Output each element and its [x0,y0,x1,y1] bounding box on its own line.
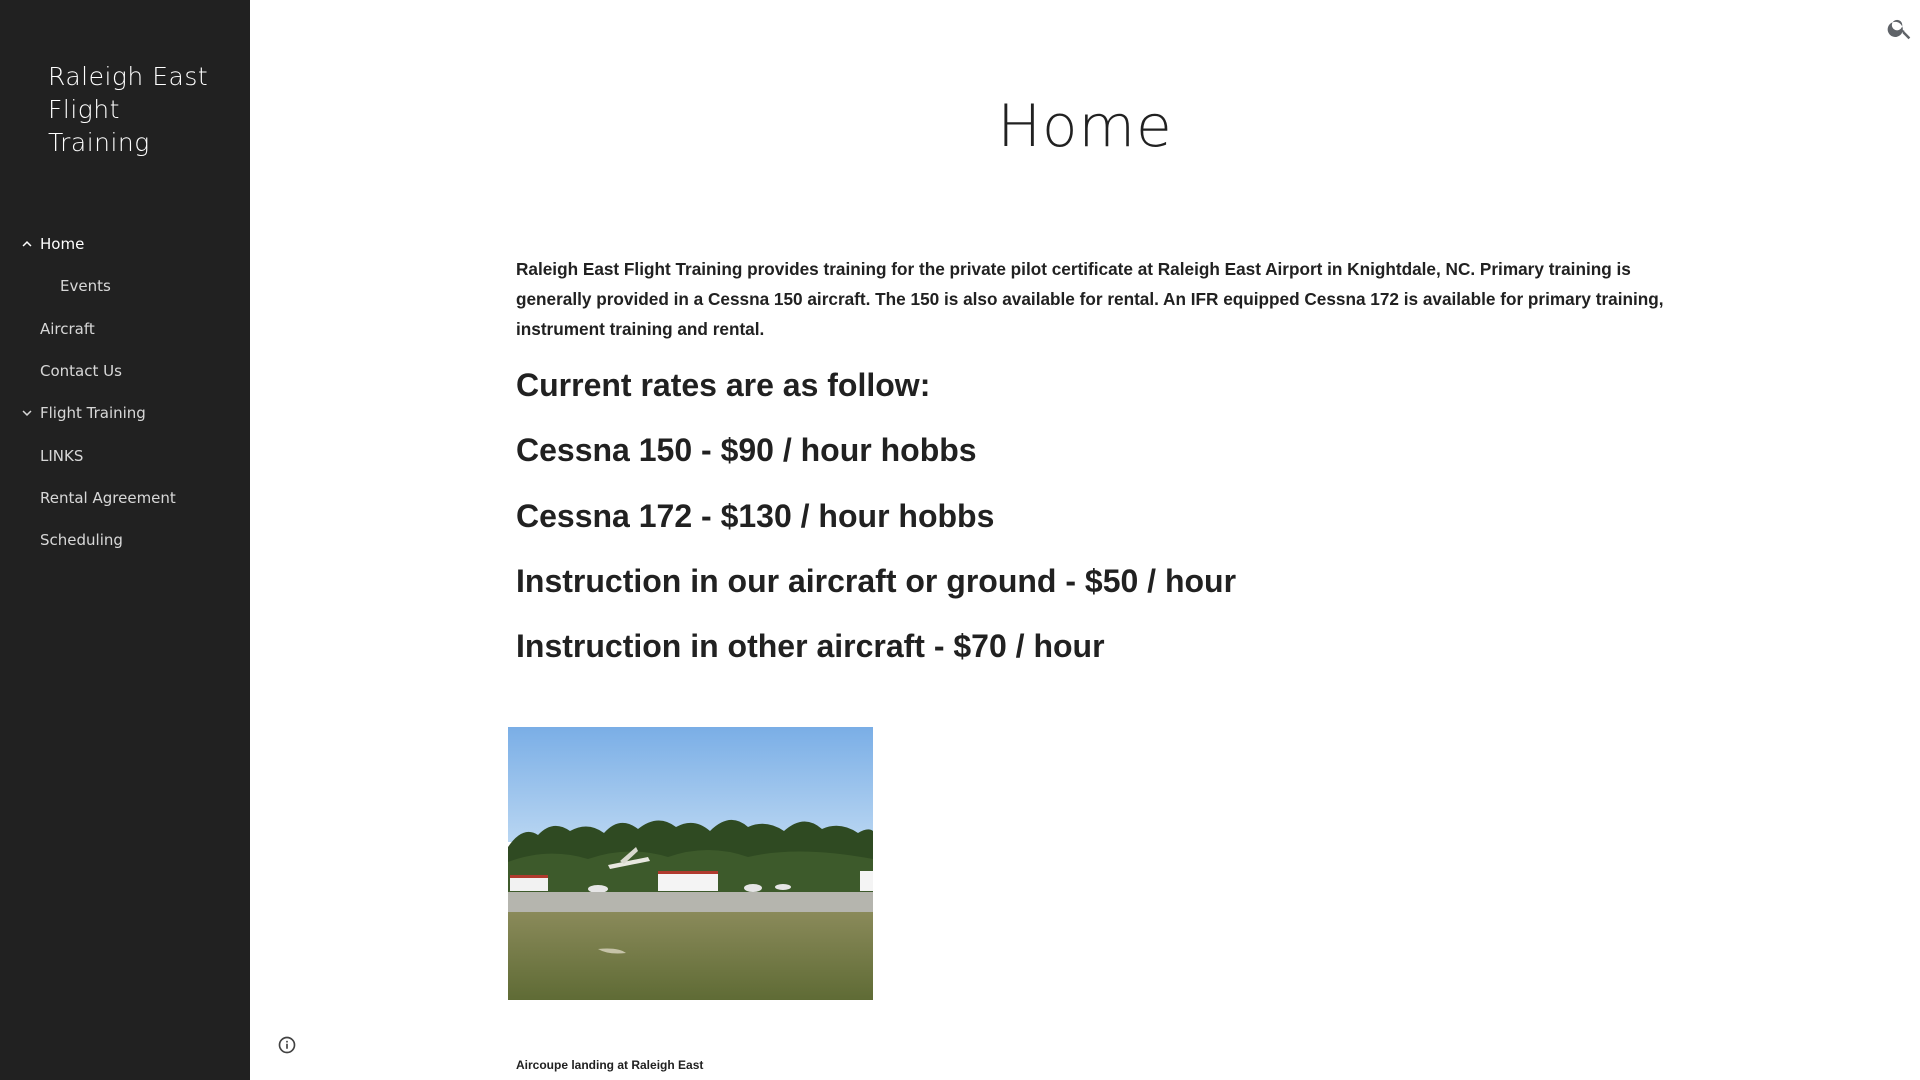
nav-item-label: Home [40,235,85,254]
sidebar-nav [0,223,250,561]
search-icon[interactable] [1886,14,1914,42]
info-icon[interactable] [277,1035,297,1055]
nav-item-label: Scheduling [40,531,123,550]
page-title: Home [997,92,1173,160]
airfield-photo[interactable] [508,727,873,1000]
rate-cessna-150: Cessna 150 - $90 / hour hobbs [516,432,977,468]
nav-item-label: Events [60,277,111,296]
nav-item-label: LINKS [40,446,84,465]
nav-item-scheduling[interactable] [0,519,250,561]
nav-item-events[interactable] [0,265,250,307]
nav-item-label: Contact Us [40,362,122,381]
nav-item-home[interactable] [0,223,250,265]
rate-instruction-our-aircraft: Instruction in our aircraft or ground - $50 / hour [516,563,1237,599]
sidebar [0,0,250,1080]
photo-caption: Aircoupe landing at Raleigh East [516,1058,704,1072]
rates-heading: Current rates are as follow: [516,367,931,403]
chevron-down-icon[interactable] [18,404,36,422]
nav-item-contact-us[interactable] [0,350,250,392]
nav-item-label: Rental Agreement [40,488,176,507]
intro-paragraph: Raleigh East Flight Training provides training for the private pilot certificate at Raleigh East Airport in Knightdale, NC. Primary training is generally provided in a Cessna 150 aircraft. The 150 is also available for rental. An IFR equipped Cessna 172 is available for primary training, instrument training and rental. [516,259,1664,339]
chevron-up-icon[interactable] [18,235,36,253]
rate-cessna-172: Cessna 172 - $130 / hour hobbs [516,498,995,534]
nav-item-rental-agreement[interactable] [0,477,250,519]
nav-item-label: Aircraft [40,319,95,338]
site-title[interactable]: Raleigh East Flight Training [48,62,209,157]
rate-instruction-other-aircraft: Instruction in other aircraft - $70 / hour [516,628,1105,664]
nav-item-links[interactable] [0,434,250,476]
nav-item-flight-training[interactable] [0,392,250,434]
nav-item-aircraft[interactable] [0,308,250,350]
nav-item-label: Flight Training [40,404,146,423]
main-content [250,0,1920,1080]
